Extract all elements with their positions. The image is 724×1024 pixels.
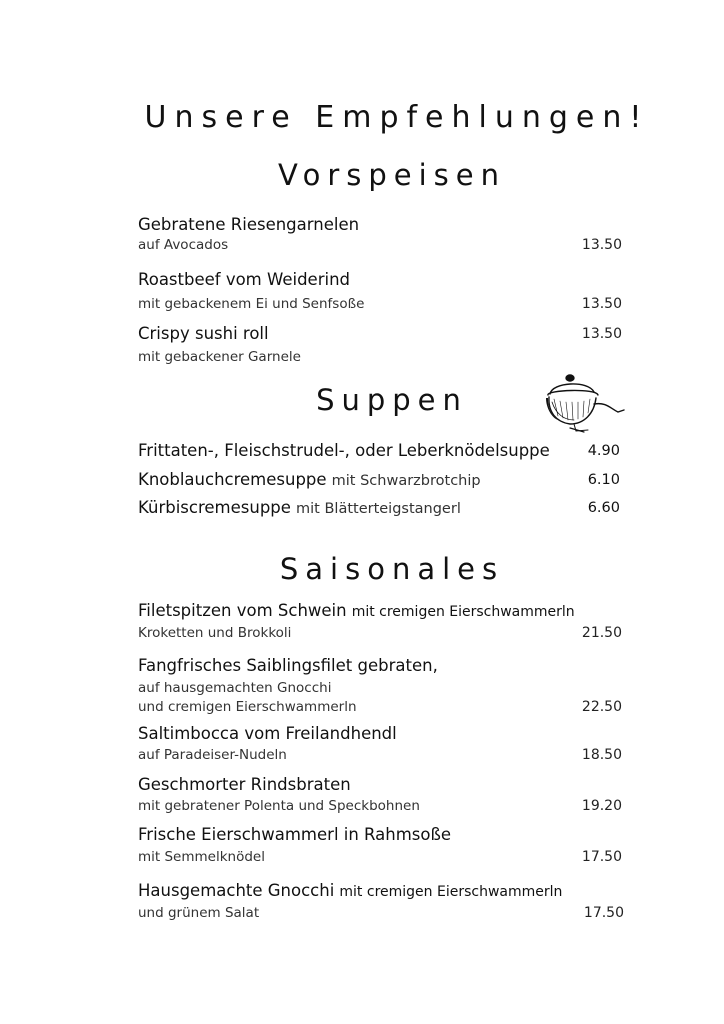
menu-item-price: 22.50 [581,699,622,715]
section-title-saisonales: Saisonales [279,552,505,586]
menu-item-desc: und grünem Salat [138,905,260,921]
menu-item-desc: auf Avocados [138,237,229,253]
soup-item-price: 6.10 [587,472,620,488]
menu-item-name: Geschmorter Rindsbraten [138,775,351,794]
menu-item [138,881,562,900]
menu-item-extra: mit cremigen Eierschwammerln [339,884,563,900]
menu-item-desc: mit Semmelknödel [138,849,265,865]
soup-item-name: Kürbiscremesuppe [138,498,291,517]
soup-item-name: Frittaten-, Fleischstrudel-, oder Leberknödelsuppe [138,441,550,460]
menu-item-price: 13.50 [581,237,622,253]
menu-item-name: Frische Eierschwammerl in Rahmsoße [138,825,452,844]
soup-item-extra: mit Schwarzbrotchip [331,473,481,489]
soup-item-name: Knoblauchcremesuppe [138,470,327,489]
soup-item [138,498,461,517]
menu-item-extra: mit cremigen Eierschwammerln [351,604,575,620]
menu-item-price: 17.50 [581,849,622,865]
menu-item-name: Roastbeef vom Weiderind [138,270,351,289]
section-title-vorspeisen: Vorspeisen [278,158,506,192]
menu-item-name: Filetspitzen vom Schwein [138,601,347,620]
menu-item-desc: auf Paradeiser-Nudeln [138,747,287,763]
menu-item-name: Hausgemachte Gnocchi [138,881,335,900]
menu-item-desc: auf hausgemachten Gnocchi [138,680,332,696]
soup-item-extra: mit Blätterteigstangerl [296,501,461,517]
menu-item-name: Fangfrisches Saiblingsfilet gebraten, [138,656,438,675]
menu-item-price: 18.50 [581,747,622,763]
section-title-suppen: Suppen [316,383,468,417]
menu-item-name: Crispy sushi roll [138,324,269,343]
menu-item-price: 13.50 [581,326,622,342]
menu-item-name: Saltimbocca vom Freilandhendl [138,724,397,743]
menu-item [138,601,575,620]
soup-pot-icon [544,368,626,440]
menu-item-price: 13.50 [581,296,622,312]
menu-item-name: Gebratene Riesengarnelen [138,215,360,234]
menu-item-desc: und cremigen Eierschwammerln [138,699,357,715]
page-heading: Unsere Empfehlungen! [144,100,650,135]
menu-item-price: 21.50 [581,625,622,641]
menu-item-price: 17.50 [583,905,624,921]
menu-item-desc: mit gebratener Polenta und Speckbohnen [138,798,420,814]
soup-item-price: 4.90 [587,443,620,459]
menu-item-desc: mit gebackener Garnele [138,349,301,365]
menu-item-desc: mit gebackenem Ei und Senfsoße [138,296,365,312]
menu-item-price: 19.20 [581,798,622,814]
soup-item-price: 6.60 [587,500,620,516]
menu-item-desc: Kroketten und Brokkoli [138,625,292,641]
soup-item [138,470,481,489]
